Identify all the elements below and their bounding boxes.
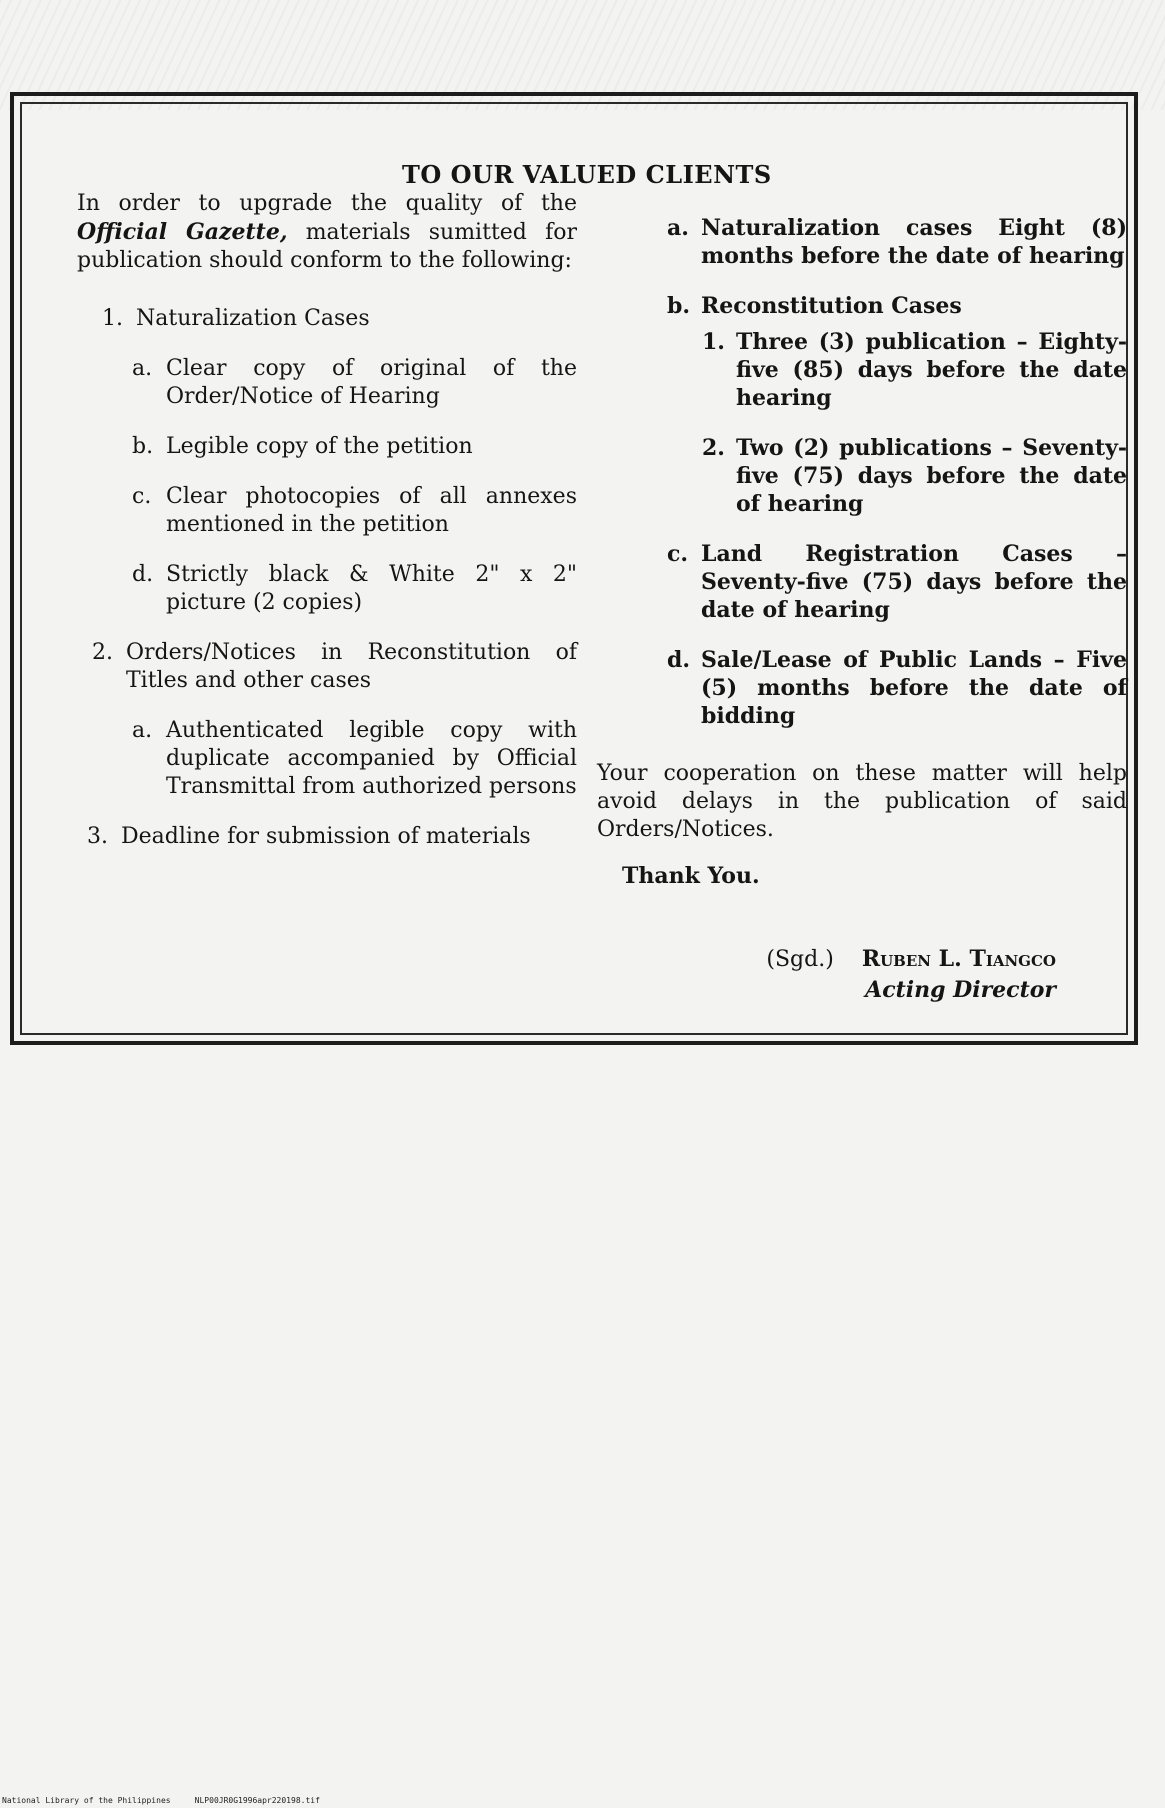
- list-item-2: [92, 639, 577, 695]
- marker: c.: [667, 541, 689, 567]
- scan-footer: [2, 1796, 320, 1805]
- list-item-2a: [132, 717, 577, 801]
- item-text: Clear copy of original of the Order/Notice of Hearing: [166, 356, 577, 409]
- item-text: Strictly black & White 2" x 2" picture (2 copies): [166, 562, 577, 615]
- right-column: [597, 214, 1127, 890]
- item-text: Clear photocopies of all annexes mentioned in the petition: [166, 484, 577, 537]
- left-column: [77, 190, 577, 873]
- list-item-1b: [132, 433, 577, 461]
- list-item-1: [102, 305, 577, 333]
- list-item-3: [87, 823, 577, 851]
- marker: 2.: [702, 435, 725, 461]
- marker: c.: [132, 484, 152, 509]
- list-item-1a: [132, 355, 577, 411]
- item-text: Orders/Notices in Reconstitution of Titles and other cases: [126, 640, 577, 693]
- signed-mark: (Sgd.): [766, 947, 834, 972]
- marker: a.: [667, 215, 689, 241]
- item-text: Sale/Lease of Public Lands – Five (5) months before the date of bidding: [701, 647, 1127, 729]
- marker: 1.: [102, 306, 123, 331]
- closing-paragraph: Your cooperation on these matter will help avoid delays in the publication of said Orders/Notices.: [597, 761, 1127, 842]
- item-text: Three (3) publication – Eighty-five (85) days before the date hearing: [736, 329, 1127, 411]
- signatory-name: Ruben L. Tiangco: [861, 946, 1056, 972]
- thank-you: Thank You.: [622, 863, 760, 889]
- marker: d.: [132, 562, 154, 587]
- notice-title: TO OUR VALUED CLIENTS: [402, 160, 772, 189]
- intro-paragraph: [77, 190, 577, 275]
- list-item-1d: [132, 561, 577, 617]
- notice-content: [32, 114, 1127, 1023]
- marker: a.: [132, 356, 153, 381]
- deadline-item-b2: [702, 434, 1127, 518]
- item-text: Legible copy of the petition: [166, 434, 473, 459]
- item-text: Deadline for submission of materials: [121, 824, 531, 849]
- list-item-1c: [132, 483, 577, 539]
- marker: 3.: [87, 824, 108, 849]
- intro-suffix: materials sumitted for publication should conform to the following:: [77, 220, 577, 273]
- signature-block: [766, 944, 1056, 1005]
- deadline-item-c: [667, 540, 1127, 624]
- marker: 2.: [92, 640, 113, 665]
- item-text: Land Registration Cases – Seventy-five (75) days before the date of hearing: [701, 541, 1127, 623]
- deadline-item-b1: [702, 328, 1127, 412]
- deadline-item-a: [667, 214, 1127, 270]
- marker: b.: [132, 434, 154, 459]
- intro-prefix: In order to upgrade the quality of the: [77, 191, 577, 216]
- item-text: Naturalization Cases: [136, 306, 370, 331]
- footer-file: NLP00JR0G1996apr220198.tif: [194, 1796, 320, 1805]
- deadline-item-b: [667, 292, 1127, 320]
- marker: 1.: [702, 329, 725, 355]
- signatory-role: Acting Director: [865, 977, 1056, 1003]
- item-text: Reconstitution Cases: [701, 293, 962, 319]
- notice-box: [10, 92, 1138, 1045]
- marker: d.: [667, 647, 691, 673]
- item-text: Two (2) publications – Seventy-five (75) days before the date of hearing: [736, 435, 1127, 517]
- marker: b.: [667, 293, 691, 319]
- footer-library: National Library of the Philippines: [2, 1796, 171, 1805]
- marker: a.: [132, 718, 153, 743]
- item-text: Authenticated legible copy with duplicate accompanied by Official Transmittal from authorized persons: [166, 718, 577, 799]
- gazette-name: Official Gazette,: [77, 219, 288, 245]
- item-text: Naturalization cases Eight (8) months before the date of hearing: [701, 215, 1127, 269]
- deadline-item-d: [667, 646, 1127, 730]
